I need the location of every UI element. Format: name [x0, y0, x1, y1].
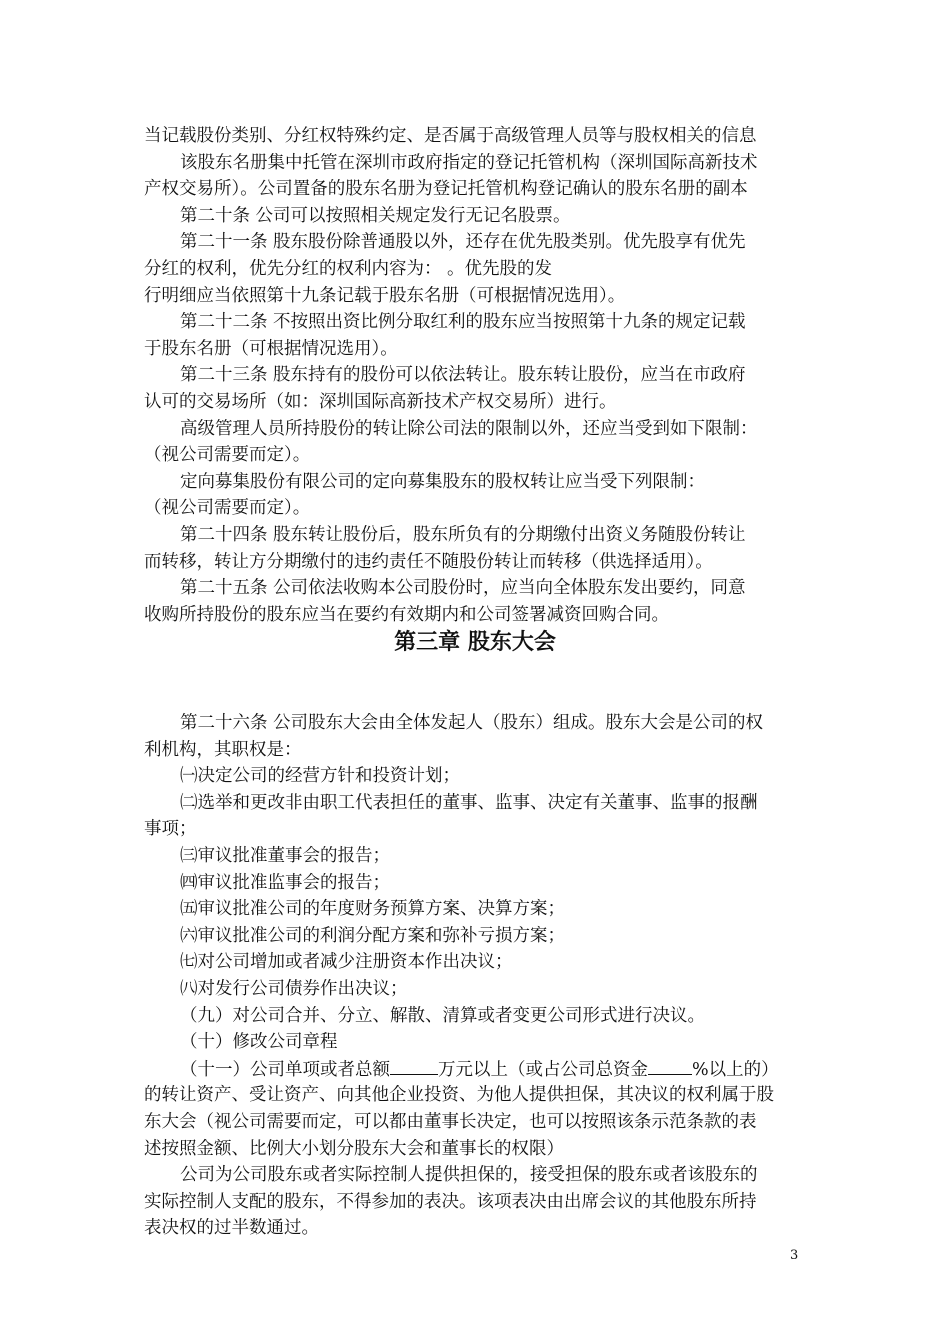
article-22: 第二十二条 不按照出资比例分取红利的股东应当按照第十九条的规定记载 — [180, 312, 746, 333]
paragraph-line: 东大会（视公司需要而定，可以都由董事长决定，也可以按照该条示范条款的表 — [144, 1111, 757, 1132]
paragraph-line: 该股东名册集中托管在深圳市政府指定的登记托管机构（深圳国际高新技术 — [180, 152, 758, 173]
paragraph-line: 分红的权利，优先分红的权利内容为： 。优先股的发 — [144, 258, 553, 279]
paragraph-line: 于股东名册（可根据情况选用）。 — [144, 338, 398, 359]
list-item: ㈡选举和更改非由职工代表担任的董事、监事、决定有关董事、监事的报酬 — [180, 792, 758, 813]
article-21: 第二十一条 股东股份除普通股以外，还存在优先股类别。优先股享有优先 — [180, 232, 746, 253]
paragraph-line: 实际控制人支配的股东，不得参加的表决。该项表决由出席会议的其他股东所持 — [144, 1191, 757, 1212]
list-item: ㈧对发行公司债券作出决议； — [180, 978, 408, 999]
paragraph-line: 利机构，其职权是： — [144, 739, 302, 760]
paragraph-line: 高级管理人员所持股份的转让除公司法的限制以外，还应当受到如下限制： — [180, 418, 758, 439]
list-item: ㈣审议批准监事会的报告； — [180, 872, 390, 893]
paragraph-line: 产权交易所）。公司置备的股东名册为登记托管机构登记确认的股东名册的副本 — [144, 179, 748, 200]
paragraph-line: （视公司需要而定）。 — [144, 498, 311, 519]
list-item: ㈥审议批准公司的利润分配方案和弥补亏损方案； — [180, 925, 565, 946]
paragraph-line: 认可的交易场所（如：深圳国际高新技术产权交易所）进行。 — [144, 391, 617, 412]
page-number: 3 — [790, 1248, 799, 1263]
list-item-11-part1: （十一）公司单项或者总额 — [180, 1059, 390, 1080]
article-26-heading: 第二十六条 公司股东大会由全体发起人（股东）组成。股东大会是公司的权 — [180, 713, 764, 733]
article-25: 第二十五条 公司依法收购本公司股份时，应当向全体股东发出要约，同意 — [180, 578, 746, 599]
paragraph-line: 而转移，转让方分期缴付的违约责任不随股份转让而转移（供选择适用）。 — [144, 551, 713, 572]
list-item: （十）修改公司章程 — [180, 1032, 338, 1053]
article-24: 第二十四条 股东转让股份后，股东所负有的分期缴付出资义务随股份转让 — [180, 524, 746, 545]
list-item-11 — [144, 1056, 807, 1083]
paragraph-line: 公司为公司股东或者实际控制人提供担保的，接受担保的股东或者该股东的 — [180, 1165, 758, 1186]
list-item: ㈠决定公司的经营方针和投资计划； — [180, 766, 460, 787]
blank-percent — [648, 1056, 692, 1075]
paragraph-line: （视公司需要而定）。 — [144, 445, 311, 466]
paragraph-line: 表决权的过半数通过。 — [144, 1218, 319, 1239]
chapter-title: 第三章 股东大会 — [394, 630, 556, 655]
paragraph-line: 述按照金额、比例大小划分股东大会和董事长的权限） — [144, 1138, 564, 1159]
list-item-11-part3: %以上的） — [692, 1059, 779, 1080]
article-26 — [144, 710, 807, 1242]
list-item-11-part2: 万元以上（或占公司总资金 — [438, 1059, 648, 1080]
paragraph-line: 的转让资产、受让资产、向其他企业投资、为他人提供担保，其决议的权利属于股 — [144, 1085, 774, 1106]
blank-amount — [390, 1056, 438, 1075]
paragraph-line: 当记载股份类别、分红权特殊约定、是否属于高级管理人员等与股权相关的信息 — [144, 126, 757, 146]
list-item: （九）对公司合并、分立、解散、清算或者变更公司形式进行决议。 — [180, 1005, 705, 1026]
article-20: 第二十条 公司可以按照相关规定发行无记名股票。 — [180, 205, 571, 226]
list-item: ㈤审议批准公司的年度财务预算方案、决算方案； — [180, 899, 565, 920]
paragraph-line: 收购所持股份的股东应当在要约有效期内和公司签署减资回购合同。 — [144, 604, 669, 625]
list-item: ㈦对公司增加或者减少注册资本作出决议； — [180, 952, 513, 973]
article-23: 第二十三条 股东持有的股份可以依法转让。股东转让股份，应当在市政府 — [180, 365, 746, 386]
paragraph-line: 定向募集股份有限公司的定向募集股东的股权转让应当受下列限制： — [180, 471, 705, 492]
list-item: ㈢审议批准董事会的报告； — [180, 845, 390, 866]
paragraph-line: 事项； — [144, 819, 197, 840]
articles-20-25 — [144, 123, 807, 628]
paragraph-line: 行明细应当依照第十九条记载于股东名册（可根据情况选用）。 — [144, 285, 626, 306]
